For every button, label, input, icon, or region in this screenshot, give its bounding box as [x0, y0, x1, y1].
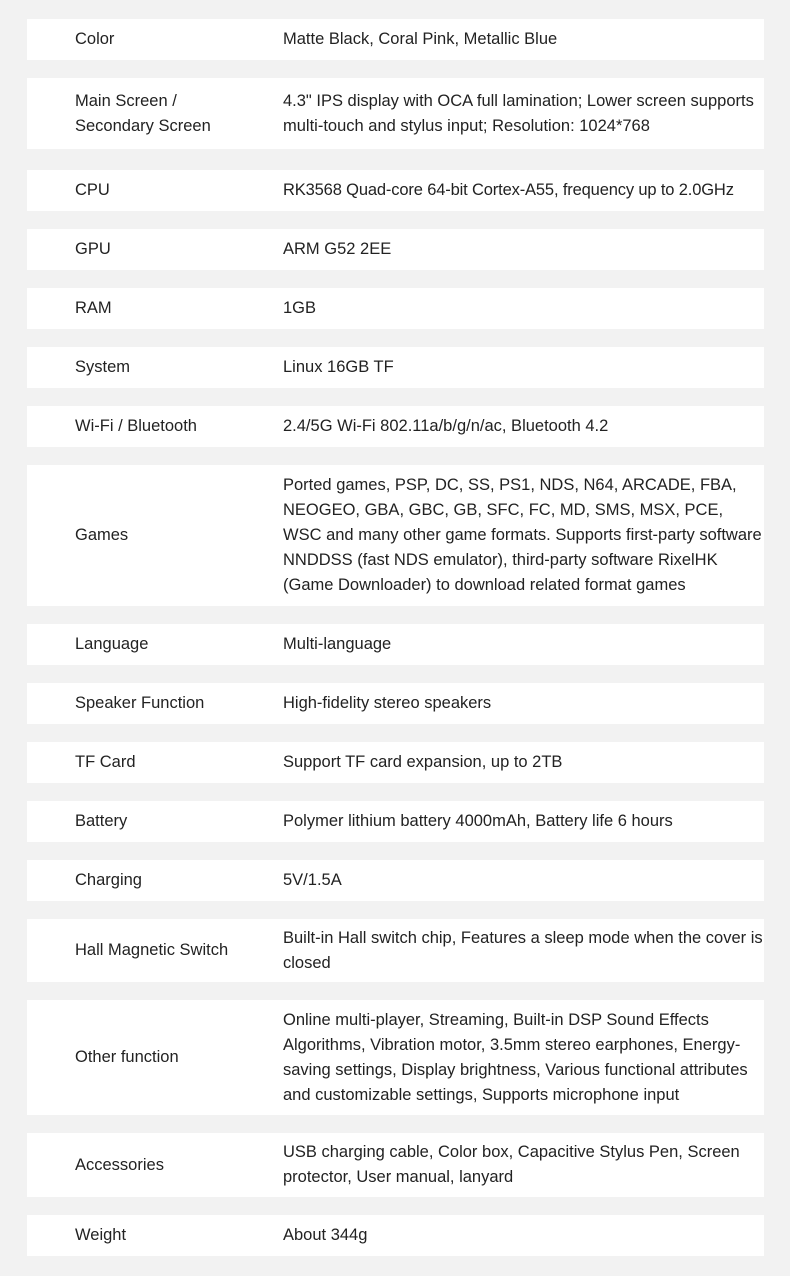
spec-value: Ported games, PSP, DC, SS, PS1, NDS, N64, ARCADE, FBA, NEOGEO, GBA, GBC, GB, SFC, FC, MD, SMS, MSX, PCE, WSC and many other game formats. Supports first-party software NNDDSS (fast NDS emulator), third-party software RixelHK (Game Downloader) to download related format games — [283, 476, 762, 594]
spec-label: Wi-Fi / Bluetooth — [75, 417, 197, 435]
spec-row-tf-card — [27, 742, 764, 783]
spec-row-weight — [27, 1215, 764, 1256]
spec-label: Main Screen / Secondary Screen — [75, 91, 211, 135]
spec-label: TF Card — [75, 753, 136, 771]
spec-value: 4.3" IPS display with OCA full lamination; Lower screen supports multi-touch and stylus input; Resolution: 1024*768 — [283, 91, 754, 135]
spec-value: Linux 16GB TF — [283, 358, 394, 376]
spec-row-cpu — [27, 170, 764, 211]
spec-value: Multi-language — [283, 635, 392, 653]
spec-row-wifi-bluetooth — [27, 406, 764, 447]
spec-value: Built-in Hall switch chip, Features a sleep mode when the cover is closed — [283, 928, 763, 972]
spec-value: Support TF card expansion, up to 2TB — [283, 753, 563, 771]
spec-row-games — [27, 465, 764, 606]
spec-label: Charging — [75, 871, 142, 889]
spec-value: USB charging cable, Color box, Capacitive Stylus Pen, Screen protector, User manual, lanyard — [283, 1143, 740, 1186]
spec-label: Weight — [75, 1226, 127, 1244]
spec-value: 2.4/5G Wi-Fi 802.11a/b/g/n/ac, Bluetooth 4.2 — [283, 417, 609, 435]
spec-value: Online multi-player, Streaming, Built-in DSP Sound Effects Algorithms, Vibration motor, 3.5mm stereo earphones, Energy-saving settings, Display brightness, Various functional attributes and customizable settings, Supports microphone input — [283, 1010, 748, 1104]
spec-label: Accessories — [75, 1155, 164, 1174]
spec-row-ram — [27, 288, 764, 329]
spec-value: About 344g — [283, 1226, 368, 1244]
spec-row-battery — [27, 801, 764, 842]
spec-value: High-fidelity stereo speakers — [283, 694, 492, 712]
spec-value: 5V/1.5A — [283, 871, 342, 889]
spec-value: Matte Black, Coral Pink, Metallic Blue — [283, 30, 558, 48]
spec-label: CPU — [75, 181, 110, 199]
spec-row-screen — [27, 78, 764, 149]
spec-label: RAM — [75, 299, 112, 317]
spec-row-hall-switch — [27, 919, 764, 982]
spec-label: Other function — [75, 1048, 179, 1066]
spec-row-color — [27, 19, 764, 60]
spec-label: System — [75, 358, 131, 376]
spec-row-charging — [27, 860, 764, 901]
spec-row-language — [27, 624, 764, 665]
spec-row-gpu — [27, 229, 764, 270]
spec-label: Color — [75, 30, 115, 48]
spec-label: Battery — [75, 812, 128, 830]
spec-value: ARM G52 2EE — [283, 240, 392, 258]
spec-row-accessories — [27, 1133, 764, 1197]
spec-label: Games — [75, 526, 129, 544]
spec-row-speaker — [27, 683, 764, 724]
spec-label: GPU — [75, 240, 111, 258]
spec-row-system — [27, 347, 764, 388]
spec-value: RK3568 Quad-core 64-bit Cortex-A55, frequency up to 2.0GHz — [283, 181, 734, 199]
spec-label: Speaker Function — [75, 694, 205, 712]
spec-value: 1GB — [283, 299, 317, 317]
spec-label: Language — [75, 635, 149, 653]
spec-row-other-function — [27, 1000, 764, 1115]
spec-label: Hall Magnetic Switch — [75, 941, 229, 959]
spec-value: Polymer lithium battery 4000mAh, Battery life 6 hours — [283, 812, 673, 830]
